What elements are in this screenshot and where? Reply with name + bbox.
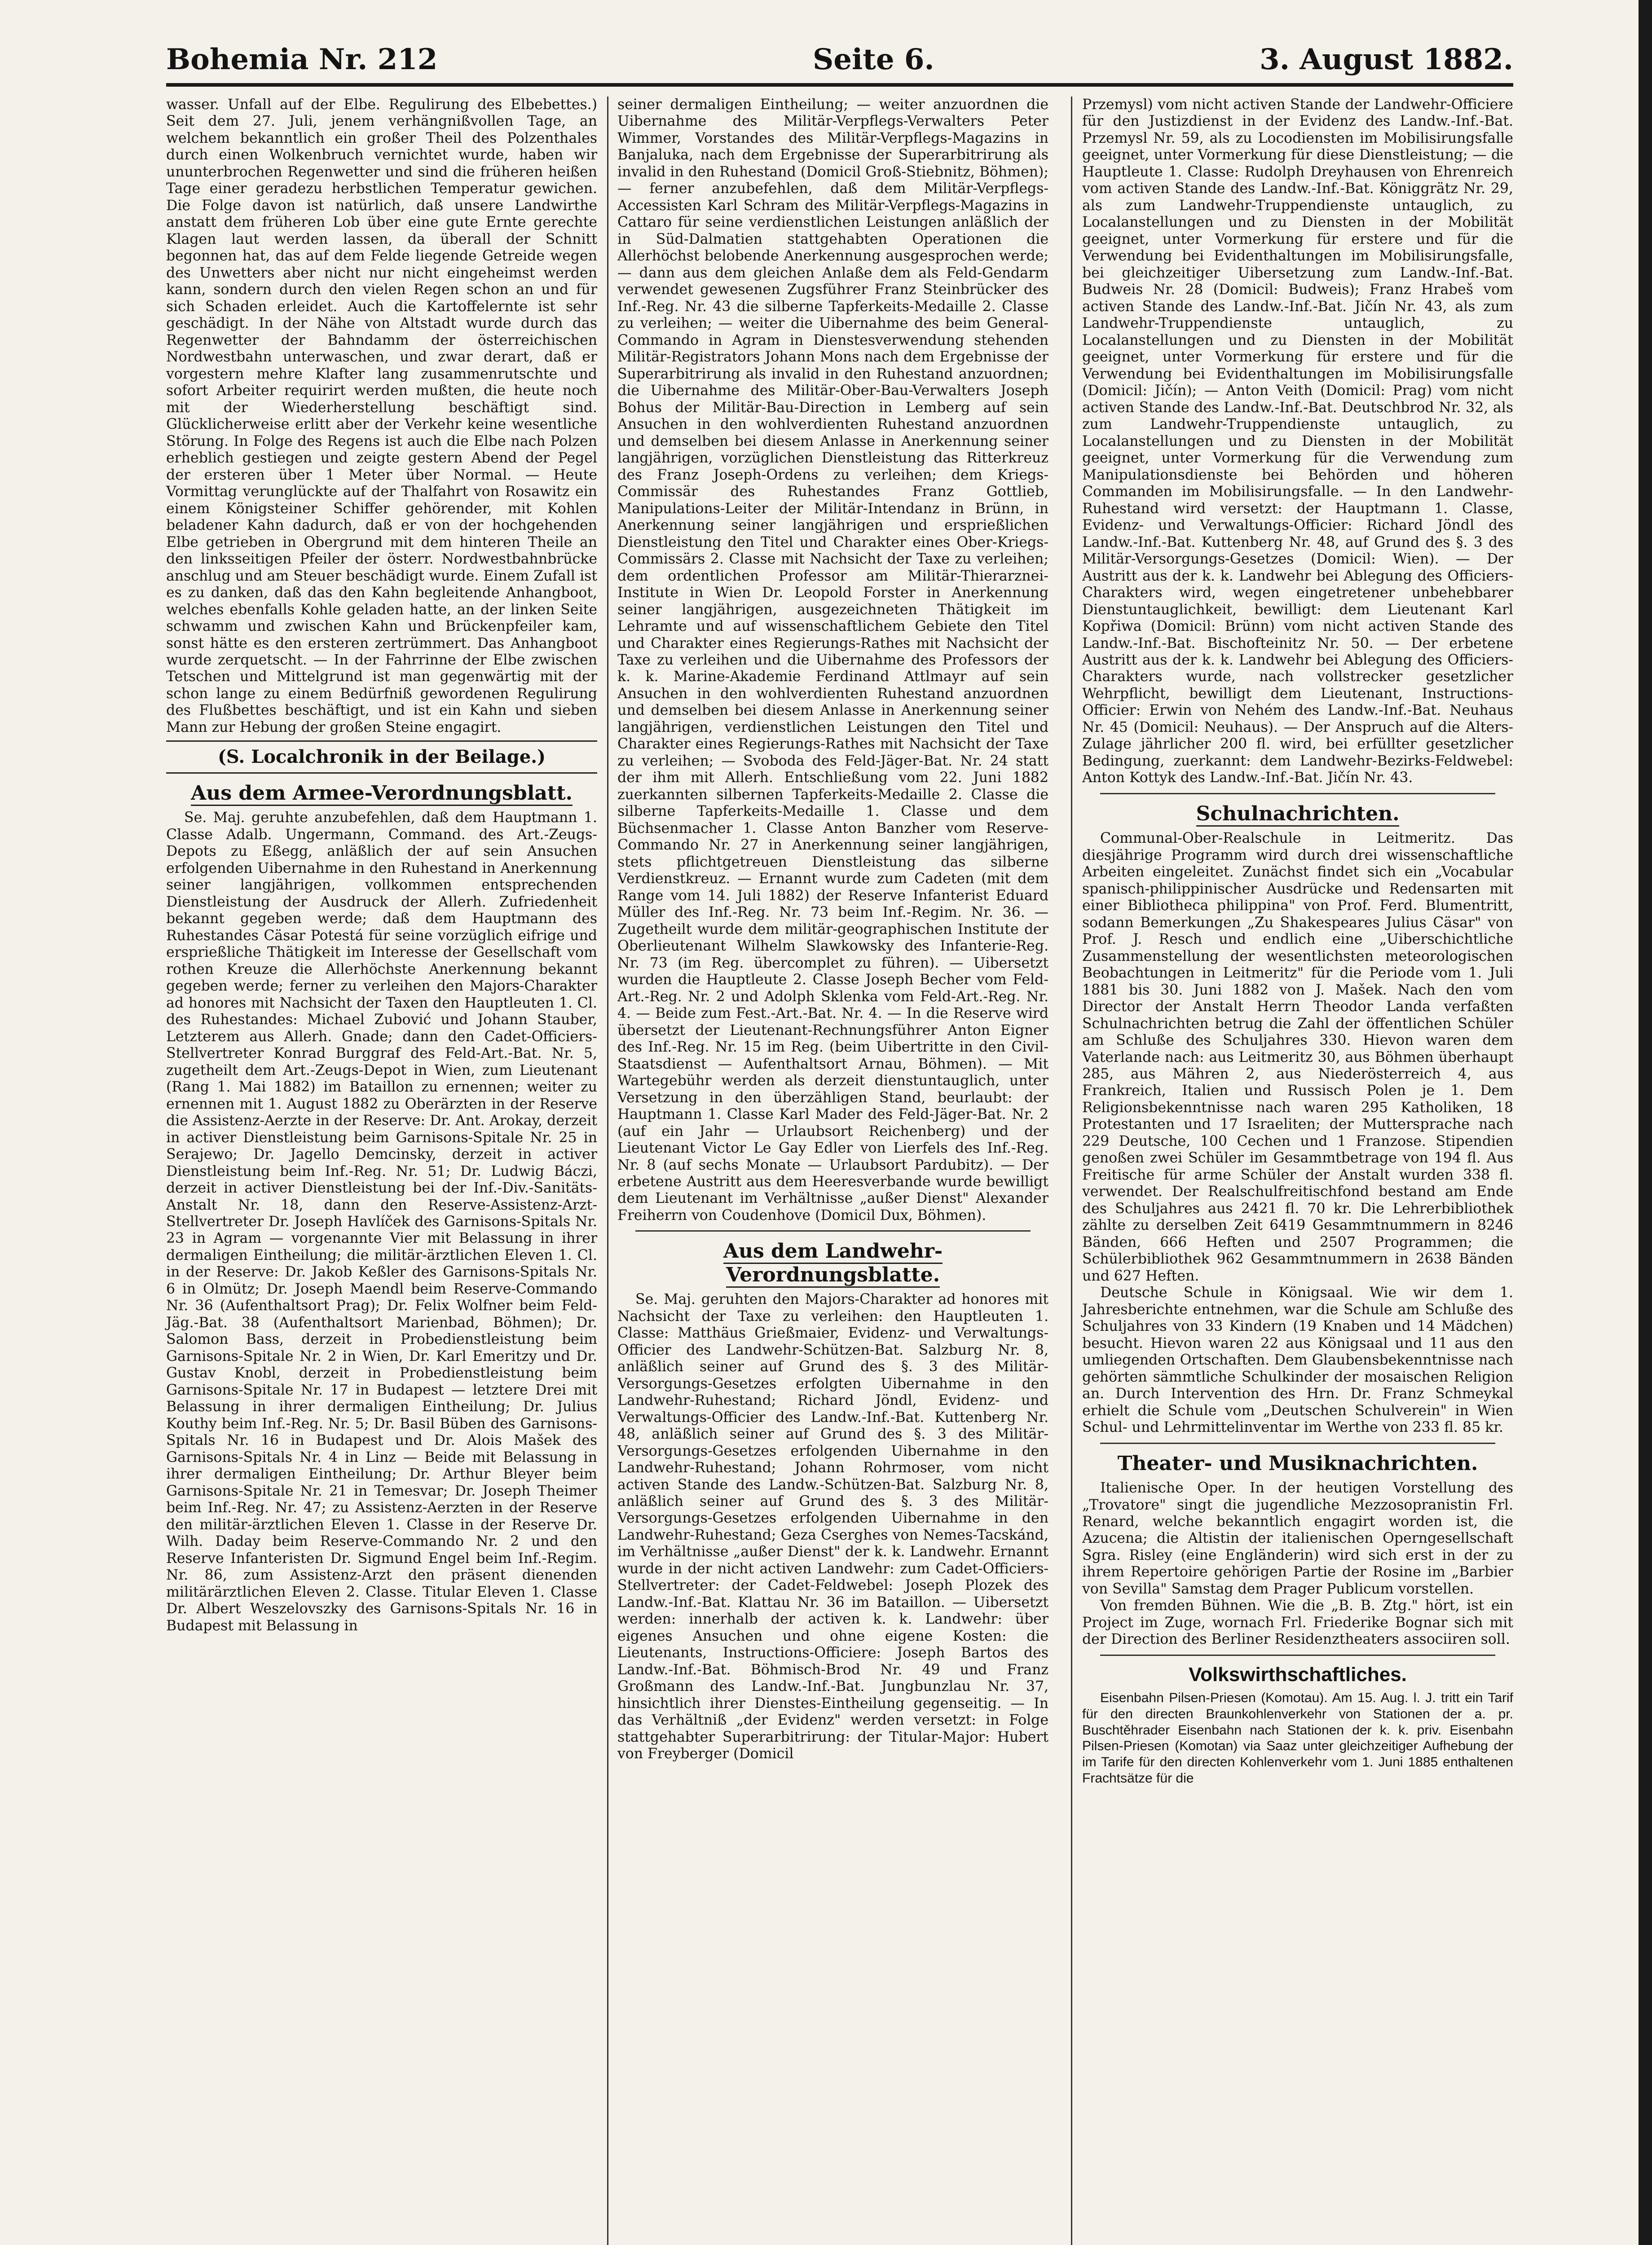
article-elbe-text: wasser. Unfall auf der Elbe. Regulirung des Elbebettes.) Seit dem 27. Juli, jenem verhängnißvollen Tage, an welchem bekanntlich ein großer Theil des Polzenthales durch einen Wolkenbruch vernichtet wurde, haben wir ununterbrochen Regenwetter und sind die früheren heißen Tage einer geradezu herbstlichen Temperatur gewichen. Die Folge davon ist natürlich, daß unsere Landwirthe anstatt dem früheren Lob über eine gute Ernte gerechte Klagen laut werden lassen, da überall der Schnitt begonnen hat, das auf dem Felde liegende Getreide wegen des Unwetters aber nicht nur nicht eingeheimst werden kann, sondern durch den vielen Regen schon an und für sich Schaden erleidet. Auch die Kartoffelernte ist sehr geschädigt. In der Nähe von Altstadt wurde durch das Regenwetter der Bahndamm der österreichischen Nordwestbahn unterwaschen, und zwar derart, daß er vorgestern mehre Klafter lang zusammenrutschte und sofort Arbeiter requirirt werden mußten, die heute noch mit der Wiederherstellung beschäftigt sind. Glücklicherweise erlitt aber der Verkehr keine wesentliche Störung. In Folge des Regens ist auch die Elbe nach Polzen erheblich gestiegen und zeigte gestern Abend der Pegel der ersteren über 1 Meter über Normal. — Heute Vormittag verunglückte auf der Thalfahrt von Rosawitz ein einem Königsteiner Schiffer gehörender, mit Kohlen beladener Kahn dadurch, daß er von der hochgehenden Elbe getrieben in Obergrund mit dem hinteren Theile an den linksseitigen Pfeiler der österr. Nordwestbahnbrücke anschlug und am Steuer beschädigt wurde. Einem Zufall ist es zu danken, daß das den Kahn begleitende Anhangboot, welches ebenfalls Kohle geladen hatte, an der linken Seite schwamm und zwischen Kahn und Brückenpfeiler kam, sonst hätte es den ersteren zertrümmert. Das Anhangboot wurde zerquetscht. — In der Fahrrinne der Elbe zwischen Tetschen und Mittelgrund ist man gegenwärtig mit der schon lange zu einem Bedürfniß gewordenen Regulirung des Flußbettes beschäftigt, und ist ein Kahn und sieben Mann zur Hebung der großen Steine engagirt. bbox=[166, 97, 597, 735]
landwehr-section-title-text: Aus dem Landwehr-Verordnungsblatte. bbox=[723, 1240, 943, 1287]
buehnen-text: Von fremden Bühnen. Wie die „B. B. Ztg." hört, ist ein Project im Zuge, wornach Frl. Friederike Bognar sich mit der Direction des Berliner Residenztheaters associiren soll. bbox=[1082, 1598, 1513, 1648]
landwehr-continued-text: Przemysl) vom nicht activen Stande der Landwehr-Officiere für den Justizdienst in der Evidenz des Landw.-Inf.-Bat. Przemysl Nr. 59, als zu Locodiensten im Mobilisirungsfalle geeignet, unter Vormerkung für diese Dienstleistung; — die Hauptleute 1. Classe: Rudolph Dreyhausen von Ehrenreich vom activen Stande des Landw.-Inf.-Bat. Königgrätz Nr. 29, als zum Landwehr-Truppendienste untauglich, zu Localanstellungen und zu Diensten in der Mobilität geeignet, unter Vormerkung für erstere und für die Verwendung bei Evidenthaltungen im Mobilisirungsfalle, bei gleichzeitiger Uibersetzung zum Landw.-Inf.-Bat. Budweis Nr. 28 (Domicil: Budweis); Franz Hrabeš vom activen Stande des Landw.-Inf.-Bat. Jičín Nr. 43, als zum Landwehr-Truppendienste untauglich, zu Localanstellungen und zu Diensten in der Mobilität geeignet, unter Vormerkung für erstere und für die Verwendung bei Evidenthaltungen im Mobilisirungsfalle (Domicil: Jičín); — Anton Veith (Domicil: Prag) vom nicht activen Stande des Landw.-Inf.-Bat. Deutschbrod Nr. 32, als zum Landwehr-Truppendienste untauglich, zu Localanstellungen und zu Diensten in der Mobilität geeignet, unter Vormerkung für die Verwendung zum Manipulationsdienste bei Behörden und höheren Commanden im Mobilisirungsfalle. — In den Landwehr-Ruhestand wird versetzt: der Hauptmann 1. Classe, Evidenz- und Verwaltungs-Officier: Richard Jöndl des Landw.-Inf.-Bat. Kuttenberg Nr. 48, auf Grund des §. 3 des Militär-Versorgungs-Gesetzes (Domicil: Wien). — Der Austritt aus der k. k. Landwehr bei Ablegung des Officiers-Charakters wird, wegen eingetretener unbehebbarer Dienstuntauglichkeit, bewilligt: dem Lieutenant Karl Kopřiwa (Domicil: Brünn) vom nicht activen Stande des Landw.-Inf.-Bat. Bischofteinitz Nr. 50. — Der erbetene Austritt aus der k. k. Landwehr bei Ablegung des Officiers-Charakters wurde, nach vollstrecker gesetzlicher Wehrpflicht, bewilligt dem Lieutenant, Instructions-Officier: Erwin von Nehém des Landw.-Inf.-Bat. Neuhaus Nr. 45 (Domicil: Neuhaus). — Der Anspruch auf die Alters-Zulage jährlicher 200 fl. wird, bei erfüllter gesetzlicher Bedingung, zuerkannt: dem Landwehr-Bezirks-Feldwebel: Anton Kottyk des Landw.-Inf.-Bat. Jičín Nr. 43. bbox=[1082, 97, 1513, 786]
armee-continued-text: seiner dermaligen Eintheilung; — weiter anzuordnen die Uibernahme des Militär-Verpflegs-Verwalters Peter Wimmer, Vorstandes des Militär-Verpflegs-Magazins in Banjaluka, nach dem Ergebnisse der Superarbitrirung als invalid in den Ruhestand (Domicil Groß-Stiebnitz, Böhmen); — ferner anzubefehlen, daß dem Militär-Verpflegs-Accessisten Karl Schram des Militär-Verpflegs-Magazins in Cattaro für seine verdienstlichen Leistungen anläßlich der in Süd-Dalmatien stattgehabten Operationen die Allerhöchst belobende Anerkennung ausgesprochen werde; — dann aus dem gleichen Anlaße dem als Feld-Gendarm verwendet gewesenen Zugsführer Franz Steinbrücker des Inf.-Reg. Nr. 43 die silberne Tapferkeits-Medaille 2. Classe zu verleihen; — weiter die Uibernahme des beim General-Commando in Agram in Dienstesverwendung stehenden Militär-Registrators Johann Mons nach dem Ergebnisse der Superarbitrirung als invalid in den Ruhestand anzuordnen; die Uibernahme des Militär-Ober-Bau-Verwalters Joseph Bohus der Militär-Bau-Direction in Lemberg auf sein Ansuchen in den wohlverdienten Ruhestand anzuordnen und demselben bei diesem Anlasse in Anerkennung seiner langjährigen, vorzüglichen Dienstleistung das Ritterkreuz des Franz Joseph-Ordens zu verleihen; dem Kriegs-Commissär des Ruhestandes Franz Gottlieb, Manipulations-Leiter der Militär-Intendanz in Brünn, in Anerkennung seiner langjährigen und ersprießlichen Dienstleistung den Titel und Charakter eines Ober-Kriegs-Commissärs 2. Classe mit Nachsicht der Taxe zu verleihen; dem ordentlichen Professor am Militär-Thierarznei-Institute in Wien Dr. Leopold Forster in Anerkennung seiner langjährigen, ausgezeichneten Thätigkeit im Lehramte und auf wissenschaftlichem Gebiete den Titel und Charakter eines Regierungs-Rathes mit Nachsicht der Taxe zu verleihen und die Uibernahme des Professors der k. k. Marine-Akademie Ferdinand Attlmayr auf sein Ansuchen in den wohlverdienten Ruhestand anzuordnen und demselben bei diesem Anlasse in Anerkennung seiner langjährigen, verdienstlichen Leistungen den Titel und Charakter eines Regierungs-Rathes mit Nachsicht der Taxe zu verleihen; — Svoboda des Feld-Jäger-Bat. Nr. 24 statt der ihm mit Allerh. Entschließung vom 22. Juni 1882 zuerkannten silbernen Tapferkeits-Medaille 2. Classe die silberne Tapferkeits-Medaille 1. Classe und dem Büchsenmacher 1. Classe Anton Banzher vom Reserve-Commando Nr. 27 in Anerkennung seiner langjährigen, stets pflichtgetreuen Dienstleistung das silberne Verdienstkreuz. — Ernannt wurde zum Cadeten (mit dem Range vom 14. Juli 1882) der Reserve Infanterist Eduard Müller des Inf.-Reg. Nr. 73 beim Inf.-Regim. Nr. 36. — Zugetheilt wurde dem militär-geographischen Institute der Oberlieutenant Wilhelm Slawkowsky des Infanterie-Reg. Nr. 73 (im Reg. übercomplet zu führen). — Uibersetzt wurden die Hauptleute 2. Classe Joseph Becher vom Feld-Art.-Reg. Nr. 2 und Adolph Sklenka vom Feld-Art.-Reg. Nr. 4. — Beide zum Fest.-Art.-Bat. Nr. 4. — In die Reserve wird übersetzt der Lieutenant-Rechnungsführer Anton Eigner des Inf.-Reg. Nr. 15 im Reg. (beim Uibertritte in den Civil-Staatsdienst — Aufenthaltsort Arnau, Böhmen). — Mit Wartegebühr werden als derzeit dienstuntauglich, unter Versetzung in den überzähligen Stand, beurlaubt: der Hauptmann 1. Classe Karl Mader des Feld-Jäger-Bat. Nr. 2 (auf ein Jahr — Urlaubsort Reichenberg) und der Lieutenant Victor Le Gay Edler von Lierfels des Inf.-Reg. Nr. 8 (auf sechs Monate — Urlaubsort Pardubitz). — Der erbetene Austritt aus dem Heeresverbande wurde bewilligt dem Lieutenant im Verhältnisse „außer Dienst" Alexander Freiherrn von Coudenhove (Domicil Dux, Böhmen). bbox=[617, 97, 1048, 1224]
header-date: 3. August 1882. bbox=[1260, 43, 1513, 76]
header-page-number: Seite 6. bbox=[813, 43, 934, 76]
page-header bbox=[166, 43, 1513, 79]
armee-text: Se. Maj. geruhte anzubefehlen, daß dem Hauptmann 1. Classe Adalb. Ungermann, Command. des Art.-Zeugs-Depots zu Eßegg, anläßlich der auf sein Ansuchen erfolgenden Uibernahme in den Ruhestand in Anerkennung seiner langjährigen, vollkommen entsprechenden Dienstleistung der Ausdruck der Allerh. Zufriedenheit bekannt gegeben werde; daß dem Hauptmann des Ruhestandes Cäsar Potestá für seine vorzüglich eifrige und ersprießliche Thätigkeit im Interesse der Gesellschaft vom rothen Kreuze die Allerhöchste Anerkennung bekannt gegeben werde; ferner zu verleihen den Majors-Charakter ad honores mit Nachsicht der Taxen den Hauptleuten 1. Cl. des Ruhestandes: Michael Zubović und Johann Stauber, Letzterem aus Allerh. Gnade; dann den Cadet-Officiers-Stellvertreter Konrad Burggraf des Feld-Art.-Bat. Nr. 5, zugetheilt dem Art.-Zeugs-Depot in Wien, zum Lieutenant (Rang 1. Mai 1882) im Bataillon zu ernennen; weiter zu ernennen mit 1. August 1882 zu Oberärzten in der Reserve die Assistenz-Aerzte in der Reserve: Dr. Ant. Arokay, derzeit in activer Dienstleistung beim Garnisons-Spitale Nr. 25 in Serajewo; Dr. Jagello Demcinsky, derzeit in activer Dienstleistung beim Inf.-Reg. Nr. 51; Dr. Ludwig Báczi, derzeit in activer Dienstleistung bei der Inf.-Div.-Sanitäts-Anstalt Nr. 18, dann den Reserve-Assistenz-Arzt-Stellvertreter Dr. Joseph Havlíček des Garnisons-Spitals Nr. 23 in Agram — vorgenannte Vier mit Belassung in ihrer dermaligen Eintheilung; die militär-ärztlichen Eleven 1. Cl. in der Reserve: Dr. Jakob Keßler des Garnisons-Spitals Nr. 6 in Olmütz; Dr. Joseph Maendl beim Reserve-Commando Nr. 36 (Aufenthaltsort Prag); Dr. Felix Wolfner beim Feld-Jäg.-Bat. 38 (Aufenthaltsort Marienbad, Böhmen); Dr. Salomon Bass, derzeit in Probedienstleistung beim Garnisons-Spitale Nr. 2 in Wien, Dr. Karl Emeritzy und Dr. Gustav Knobl, derzeit in Probedienstleistung beim Garnisons-Spitale Nr. 17 in Budapest — letztere Drei mit Belassung in ihrer dermaligen Eintheilung; Dr. Julius Kouthy beim Inf.-Reg. Nr. 5; Dr. Basil Büben des Garnisons-Spitals Nr. 16 in Budapest und Dr. Alois Mašek des Garnisons-Spitals Nr. 4 in Linz — Beide mit Belassung in ihrer dermaligen Eintheilung; Dr. Arthur Bleyer beim Garnisons-Spitale Nr. 21 in Temesvar; Dr. Joseph Theimer beim Inf.-Reg. Nr. 47; zu Assistenz-Aerzten in der Reserve den militär-ärztlichen Eleven 1. Classe in der Reserve Dr. Wilh. Daday beim Reserve-Commando Nr. 2 und den Reserve Infanteristen Dr. Sigmund Engel beim Inf.-Regim. Nr. 86, zum Assistenz-Arzt den präsent dienenden militärärztlichen Eleven 2. Classe. Titular Eleven 1. Classe Dr. Albert Weszelovszky des Garnisons-Spitals Nr. 16 in Budapest mit Belassung in bbox=[166, 810, 597, 1634]
column-3 bbox=[1082, 97, 1513, 1786]
column-rule-2 bbox=[1071, 97, 1072, 2245]
column-rule-1 bbox=[607, 97, 608, 2245]
section-separator bbox=[1100, 1655, 1495, 1656]
realschule-text: Communal-Ober-Realschule in Leitmeritz. Das diesjährige Programm wird durch drei wissenschaftliche Arbeiten eingeleitet. Zunächst findet sich ein „Vocabular spanisch-philippinischer Ausdrücke und Redensarten mit einer Bibliotheca philippina" von Prof. Ferd. Blumentritt, sodann Bemerkungen „Zu Shakespeares Julius Cäsar" von Prof. J. Resch und endlich eine „Uiberschichtliche Zusammenstellung der wesentlichsten meteorologischen Beobachtungen in Leitmeritz" für die Periode vom 1. Juli 1881 bis 30. Juni 1882 von J. Mašek. Nach den vom Director der Anstalt Herrn Theodor Landa verfaßten Schulnachrichten betrug die Zahl der öffentlichen Schüler am Schluße des Schuljahres 330. Hievon waren dem Vaterlande nach: aus Leitmeritz 30, aus Böhmen überhaupt 285, aus Mähren 2, aus Niederösterreich 4, aus Frankreich, Italien und Russisch Polen je 1. Dem Religionsbekenntnisse nach waren 295 Katholiken, 18 Protestanten und 17 Israeliten; der Muttersprache nach 229 Deutsche, 100 Cechen und 1 Franzose. Stipendien genoßen zwei Schüler im Gesammtbetrage von 194 fl. Aus Freitische für arme Schüler der Anstalt wurden 338 fl. verwendet. Der Realschulfreitischfond bestand am Ende des Schuljahres aus 2421 fl. 70 kr. Die Lehrerbibliothek zählte zu derselben Zeit 6419 Gesammtnummern in 8246 Bänden, 666 Heften und 2507 Programmen; die Schülerbibliothek 962 Gesammtnummern in 2638 Bänden und 627 Heften. bbox=[1082, 830, 1513, 1284]
oper-text: Italienische Oper. In der heutigen Vorstellung des „Trovatore" singt die jugendliche Mezzosopranistin Frl. Renard, welche bekanntlich engagirt worden ist, die Azucena; die Altistin der italienischen Operngesellschaft Sgra. Risley (eine Engländerin) wird sich erst in der zu ihrem Repertoire gehörigen Partie der Rosine im „Barbier von Sevilla" Samstag dem Prager Publicum vorstellen. bbox=[1082, 1480, 1513, 1597]
section-separator bbox=[1100, 793, 1495, 794]
landwehr-section-title bbox=[617, 1240, 1048, 1287]
section-separator bbox=[1100, 1443, 1495, 1444]
scan-edge bbox=[1639, 0, 1652, 2245]
landwehr-text: Se. Maj. geruhten den Majors-Charakter ad honores mit Nachsicht der Taxe zu verleihen: den Hauptleuten 1. Classe: Matthäus Grießmaier, Evidenz- und Verwaltungs-Officier des Landwehr-Schützen-Bat. Salzburg Nr. 8, anläßlich seiner auf Grund des §. 3 des Militär-Versorgungs-Gesetzes erfolgten Uibernahme in den Landwehr-Ruhestand; Richard Jöndl, Evidenz- und Verwaltungs-Officier des Landw.-Inf.-Bat. Kuttenberg Nr. 48, anläßlich seiner auf Grund des §. 3 des Militär-Versorgungs-Gesetzes erfolgenden Uibernahme in den Landwehr-Ruhestand; Johann Rohrmoser, vom nicht activen Stande des Landw.-Schützen-Bat. Salzburg Nr. 8, anläßlich seiner auf Grund des §. 3 des Militär-Versorgungs-Gesetzes erfolgenden Uibernahme in den Landwehr-Ruhestand; Geza Cserghes von Nemes-Tacskánd, im Verhältnisse „außer Dienst" der k. k. Landwehr. Ernannt wurde in der nicht activen Landwehr: zum Cadet-Officiers-Stellvertreter: der Cadet-Feldwebel: Joseph Plozek des Landw.-Inf.-Bat. Klattau Nr. 36 im Bataillon. — Uibersetzt werden: innerhalb der activen k. k. Landwehr: über eigenes Ansuchen und ohne eigene Kosten: die Lieutenants, Instructions-Officiere: Joseph Bartos des Landw.-Inf.-Bat. Böhmisch-Brod Nr. 49 und Franz Großmann des Landw.-Inf.-Bat. Jungbunzlau Nr. 37, hinsichtlich ihrer Dienstes-Eintheilung gegenseitig. — In das Verhältniß „der Evidenz" werden versetzt: in Folge stattgehabter Superarbitrirung: der Titular-Major: Hubert von Freyberger (Domicil bbox=[617, 1291, 1048, 1762]
schul-section-title-text: Schulnachrichten. bbox=[1196, 802, 1400, 827]
schul-section-title bbox=[1082, 802, 1513, 826]
section-separator bbox=[635, 1230, 1031, 1232]
localchronik-note: (S. Localchronik in der Beilage.) bbox=[217, 746, 546, 768]
armee-section-title-text: Aus dem Armee-Verordnungsblatt. bbox=[191, 782, 573, 806]
koenigsaal-text: Deutsche Schule in Königsaal. Wie wir dem 1. Jahresberichte entnehmen, war die Schule am Schluße des Schuljahres von 33 Kindern (19 Knaben und 14 Mädchen) besucht. Hievon waren 22 aus Königsaal und 11 aus den umliegenden Ortschaften. Dem Glaubensbekenntnisse nach gehörten sämmtliche Schulkinder der mosaischen Religion an. Durch Intervention des Hrn. Dr. Franz Schmeykal erhielt die Schule vom „Deutschen Schulverein" in Wien Schul- und Lehrmittelinventar im Werthe von 233 fl. 85 kr. bbox=[1082, 1285, 1513, 1436]
theater-section-title: Theater- und Musiknachrichten. bbox=[1117, 1452, 1478, 1475]
header-publication: Bohemia Nr. 212 bbox=[166, 43, 438, 76]
volks-section-title: Volkswirthschaftliches. bbox=[1189, 1663, 1407, 1686]
localchronik-box bbox=[166, 740, 597, 774]
header-rule bbox=[166, 83, 1513, 87]
eisenbahn-text: Eisenbahn Pilsen-Priesen (Komotau). Am 15. Aug. l. J. tritt ein Tarif für den directen Braunkohlenverkehr von Stationen der a. pr. Buschtěhrader Eisenbahn nach Stationen der k. k. priv. Eisenbahn Pilsen-Priesen (Komotan) via Saaz unter gleichzeitiger Aufhebung der im Tarife für den directen Kohlenverkehr vom 1. Juni 1885 enthaltenen Frachtsätze für die bbox=[1082, 1690, 1513, 1786]
armee-section-title bbox=[166, 782, 597, 805]
column-1 bbox=[166, 97, 597, 1634]
column-2 bbox=[617, 97, 1048, 1763]
